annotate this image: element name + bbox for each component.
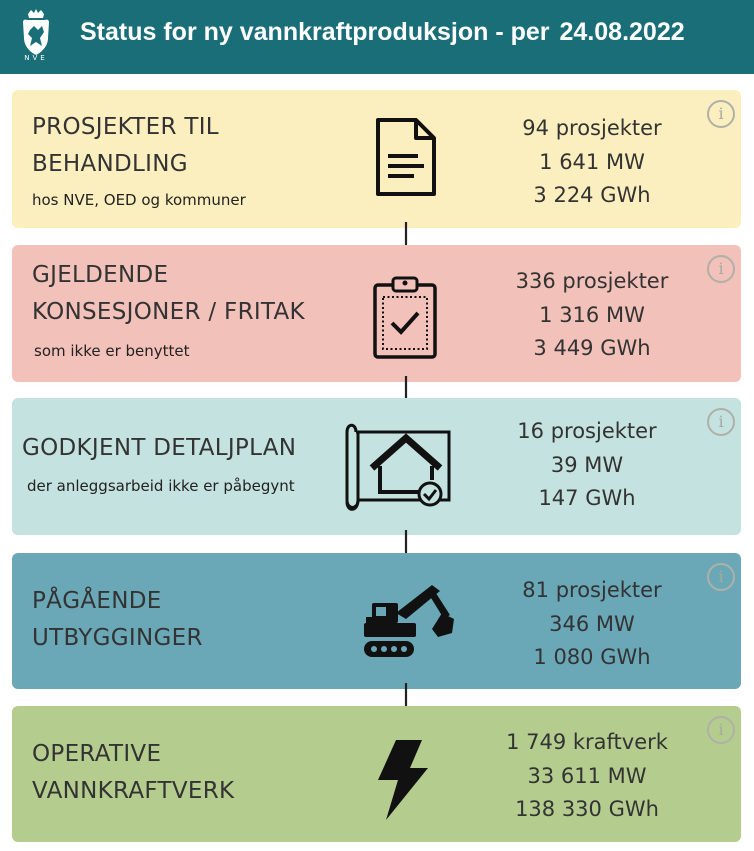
info-button[interactable]: i <box>707 100 735 128</box>
stat-gwh: 147 GWh <box>538 486 636 510</box>
card-valid-concessions <box>12 245 741 382</box>
card-heading: GODKJENT DETALJPLAN <box>22 435 297 461</box>
stat-mw: 33 611 MW <box>527 763 647 788</box>
card-heading: OPERATIVE VANNKRAFTVERK <box>32 741 235 804</box>
stat-mw: 1 641 MW <box>539 149 645 174</box>
logo-text: NVE <box>24 54 48 62</box>
stat-projects: 94 prosjekter <box>522 116 662 140</box>
card-stats <box>492 726 682 827</box>
info-button[interactable]: i <box>707 716 735 744</box>
clipboard-check-icon <box>372 275 438 360</box>
stat-mw: 39 MW <box>550 452 624 477</box>
title-date: 24.08.2022 <box>559 18 685 46</box>
card-stats <box>497 265 687 366</box>
stat-gwh: 3 224 GWh <box>533 183 651 207</box>
card-projects-in-processing <box>12 90 741 228</box>
stat-mw: 1 316 MW <box>539 302 645 327</box>
card-ongoing-construction <box>12 553 741 689</box>
card-subtitle: hos NVE, OED og kommuner <box>32 191 246 209</box>
stat-gwh: 138 330 GWh <box>515 797 659 821</box>
card-stats <box>497 112 687 213</box>
stat-plants: 1 749 kraftverk <box>506 730 668 754</box>
stat-projects: 81 prosjekter <box>522 578 662 602</box>
header-bar <box>0 0 754 74</box>
info-button[interactable]: i <box>707 408 735 436</box>
blueprint-house-icon <box>344 418 454 518</box>
card-heading: PÅGÅENDE UTBYGGINGER <box>32 588 203 651</box>
card-heading: PROSJEKTER TIL BEHANDLING <box>32 114 219 177</box>
card-heading: GJELDENDE KONSESJONER / FRITAK <box>32 262 305 325</box>
card-stats <box>492 415 682 516</box>
stat-gwh: 3 449 GWh <box>533 336 651 360</box>
info-button[interactable]: i <box>707 255 735 283</box>
card-subtitle: som ikke er benyttet <box>34 342 190 360</box>
title-text: Status for ny vannkraftproduksjon - per <box>80 18 550 46</box>
lightning-bolt-icon <box>374 738 430 822</box>
card-subtitle: der anleggsarbeid ikke er påbegynt <box>27 477 295 495</box>
card-stats <box>497 574 687 675</box>
document-icon <box>374 117 438 197</box>
stat-gwh: 1 080 GWh <box>533 645 651 669</box>
stat-projects: 16 prosjekter <box>517 419 657 443</box>
stat-projects: 336 prosjekter <box>515 269 669 293</box>
stat-mw: 346 MW <box>549 611 635 636</box>
excavator-icon <box>362 583 458 663</box>
card-approved-detail-plan <box>12 398 741 535</box>
card-operative-power-plants <box>12 706 741 842</box>
page-title <box>80 18 685 47</box>
info-button[interactable]: i <box>707 563 735 591</box>
